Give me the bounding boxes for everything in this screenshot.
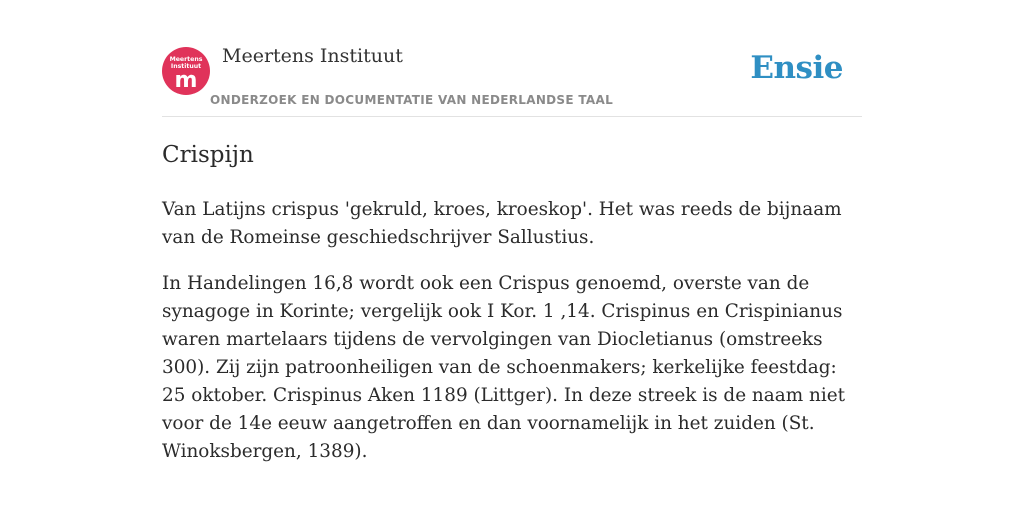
meertens-logo-icon[interactable] bbox=[162, 47, 210, 95]
ensie-brand-link[interactable]: Ensie bbox=[750, 50, 843, 86]
logo-text-line2: Instituut bbox=[170, 63, 202, 70]
logo-letter: m bbox=[174, 68, 198, 93]
article-paragraph: In Handelingen 16,8 wordt ook een Crispus genoemd, overste van de synagoge in Korinte; vergelijk ook I Kor. 1 ,14. Crispinus en Crispinianus waren martelaars tijdens de vervolgingen van Diocletianus (omstreeks 300). Zij zijn patroonheiligen van de schoenmakers; kerkelijke feestdag: 25 oktober. Crispinus Aken 1189 (Littger). In deze streek is de naam niet voor de 14e eeuw aangetroffen en dan voornamelijk in het zuiden (St. Winoksbergen, 1389). bbox=[162, 273, 845, 462]
article-paragraph: Van Latijns crispus 'gekruld, kroes, kroeskop'. Het was reeds de bijnaam van de Romeinse geschiedschrijver Sallustius. bbox=[162, 199, 842, 248]
logo-text-line1: Meertens bbox=[169, 56, 203, 63]
site-header bbox=[162, 40, 862, 117]
article-title: Crispijn bbox=[162, 142, 254, 168]
article bbox=[162, 136, 862, 484]
org-tagline: ONDERZOEK EN DOCUMENTATIE VAN NEDERLANDSE TAAL bbox=[210, 93, 614, 107]
org-name[interactable]: Meertens Instituut bbox=[222, 45, 403, 67]
